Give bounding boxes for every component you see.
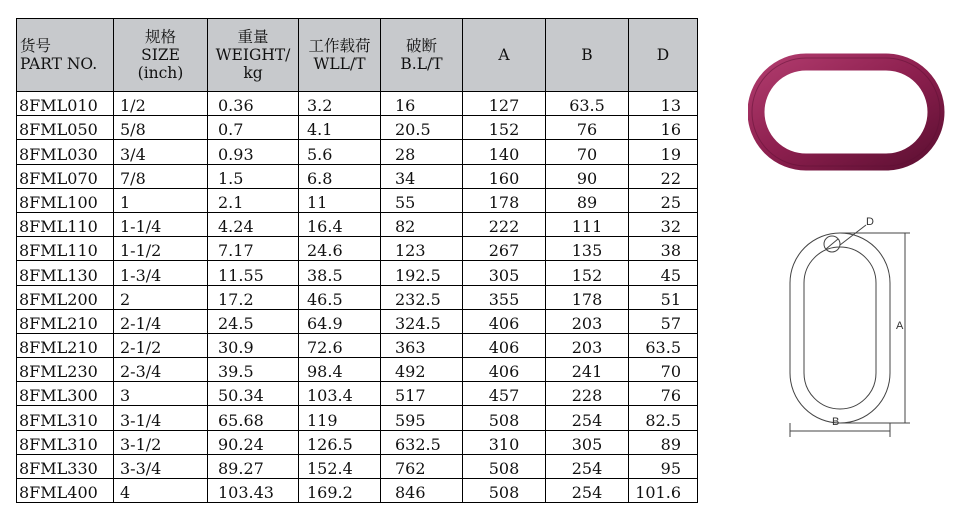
table-cell: 89 <box>629 430 698 454</box>
table-row <box>17 140 698 164</box>
column-header-line: A <box>498 46 510 64</box>
table-cell: 3-1/4 <box>114 406 208 430</box>
table-cell: 89.27 <box>208 454 299 478</box>
table-cell: 8FML300 <box>17 382 114 406</box>
table-row <box>17 479 698 503</box>
table-cell: 24.5 <box>208 309 299 333</box>
table-cell: 254 <box>546 406 629 430</box>
spec-table <box>16 18 698 503</box>
table-cell: 508 <box>463 479 546 503</box>
table-cell: 95 <box>629 454 698 478</box>
table-cell: 76 <box>629 382 698 406</box>
table-cell: 8FML110 <box>17 237 114 261</box>
column-header-line: 规格 <box>144 28 176 46</box>
table-cell: 72.6 <box>299 333 381 357</box>
table-cell: 508 <box>463 454 546 478</box>
column-header <box>114 19 208 92</box>
table-cell: 8FML200 <box>17 285 114 309</box>
table-cell: 50.34 <box>208 382 299 406</box>
table-cell: 3-1/2 <box>114 430 208 454</box>
table-cell: 152 <box>463 116 546 140</box>
table-cell: 127 <box>463 92 546 116</box>
table-cell: 39.5 <box>208 358 299 382</box>
table-cell: 8FML330 <box>17 454 114 478</box>
table-cell: 2-1/2 <box>114 333 208 357</box>
table-cell: 16.4 <box>299 212 381 236</box>
table-cell: 3.2 <box>299 92 381 116</box>
table-cell: 0.7 <box>208 116 299 140</box>
table-cell: 38 <box>629 237 698 261</box>
table-cell: 17.2 <box>208 285 299 309</box>
table-cell: 28 <box>381 140 463 164</box>
table-cell: 355 <box>463 285 546 309</box>
table-cell: 8FML310 <box>17 430 114 454</box>
table-cell: 595 <box>381 406 463 430</box>
table-cell: 126.5 <box>299 430 381 454</box>
table-cell: 3/4 <box>114 140 208 164</box>
table-cell: 846 <box>381 479 463 503</box>
table-body <box>17 92 698 503</box>
table-row <box>17 212 698 236</box>
master-link-drawing <box>770 205 930 445</box>
column-header-line: B <box>581 46 593 64</box>
table-cell: 98.4 <box>299 358 381 382</box>
table-cell: 111 <box>546 212 629 236</box>
column-header <box>381 19 463 92</box>
table-cell: 1.5 <box>208 164 299 188</box>
table-row <box>17 164 698 188</box>
table-cell: 492 <box>381 358 463 382</box>
label-b: B <box>832 416 840 428</box>
table-cell: 178 <box>463 188 546 212</box>
table-cell: 7.17 <box>208 237 299 261</box>
column-header <box>629 19 698 92</box>
table-cell: 76 <box>546 116 629 140</box>
table-cell: 20.5 <box>381 116 463 140</box>
table-cell: 57 <box>629 309 698 333</box>
table-cell: 103.43 <box>208 479 299 503</box>
table-cell: 55 <box>381 188 463 212</box>
table-cell: 2-1/4 <box>114 309 208 333</box>
table-cell: 363 <box>381 333 463 357</box>
table-cell: 8FML400 <box>17 479 114 503</box>
table-cell: 8FML050 <box>17 116 114 140</box>
table-cell: 64.9 <box>299 309 381 333</box>
table-row <box>17 309 698 333</box>
table-cell: 2.1 <box>208 188 299 212</box>
table-cell: 119 <box>299 406 381 430</box>
table-cell: 1 <box>114 188 208 212</box>
table-cell: 16 <box>629 116 698 140</box>
column-header <box>17 19 114 92</box>
table-cell: 8FML130 <box>17 261 114 285</box>
table-cell: 169.2 <box>299 479 381 503</box>
table-row <box>17 92 698 116</box>
table-row <box>17 237 698 261</box>
table-cell: 222 <box>463 212 546 236</box>
table-cell: 4.1 <box>299 116 381 140</box>
table-cell: 232.5 <box>381 285 463 309</box>
table-cell: 5.6 <box>299 140 381 164</box>
table-row <box>17 261 698 285</box>
table-row <box>17 188 698 212</box>
table-cell: 254 <box>546 479 629 503</box>
table-row <box>17 116 698 140</box>
column-header-line: 工作载荷 <box>308 37 371 55</box>
table-cell: 2-3/4 <box>114 358 208 382</box>
table-cell: 63.5 <box>546 92 629 116</box>
table-row <box>17 454 698 478</box>
table-cell: 82.5 <box>629 406 698 430</box>
table-cell: 8FML210 <box>17 333 114 357</box>
table-cell: 1-3/4 <box>114 261 208 285</box>
table-cell: 203 <box>546 309 629 333</box>
table-cell: 324.5 <box>381 309 463 333</box>
table-cell: 8FML110 <box>17 212 114 236</box>
header-row <box>17 19 698 92</box>
table-cell: 34 <box>381 164 463 188</box>
table-cell: 406 <box>463 309 546 333</box>
table-cell: 228 <box>546 382 629 406</box>
table-cell: 135 <box>546 237 629 261</box>
column-header-line: SIZE <box>141 46 180 64</box>
table-cell: 70 <box>546 140 629 164</box>
table-cell: 4 <box>114 479 208 503</box>
master-link-photo <box>748 52 948 172</box>
table-cell: 5/8 <box>114 116 208 140</box>
table-cell: 8FML030 <box>17 140 114 164</box>
table-cell: 152.4 <box>299 454 381 478</box>
column-header-line: D <box>656 46 670 64</box>
table-cell: 8FML070 <box>17 164 114 188</box>
column-header <box>299 19 381 92</box>
column-header-line: 货号 <box>20 37 52 55</box>
label-d: D <box>866 216 874 228</box>
table-cell: 65.68 <box>208 406 299 430</box>
column-header-line: (inch) <box>137 64 184 82</box>
table-cell: 90.24 <box>208 430 299 454</box>
table-row <box>17 430 698 454</box>
table-cell: 22 <box>629 164 698 188</box>
table-cell: 103.4 <box>299 382 381 406</box>
table-cell: 305 <box>546 430 629 454</box>
table-cell: 140 <box>463 140 546 164</box>
table-cell: 241 <box>546 358 629 382</box>
table-cell: 267 <box>463 237 546 261</box>
column-header-line: PART NO. <box>20 55 98 73</box>
column-header <box>208 19 299 92</box>
table-cell: 6.8 <box>299 164 381 188</box>
table-cell: 13 <box>629 92 698 116</box>
table-cell: 8FML010 <box>17 92 114 116</box>
column-header-line: 重量 <box>237 28 269 46</box>
table-cell: 203 <box>546 333 629 357</box>
table-cell: 632.5 <box>381 430 463 454</box>
table-cell: 38.5 <box>299 261 381 285</box>
table-cell: 762 <box>381 454 463 478</box>
table-header <box>17 19 698 92</box>
table-cell: 4.24 <box>208 212 299 236</box>
table-cell: 305 <box>463 261 546 285</box>
table-cell: 30.9 <box>208 333 299 357</box>
table-row <box>17 406 698 430</box>
column-header-line: WEIGHT/ <box>215 46 291 64</box>
table-cell: 192.5 <box>381 261 463 285</box>
table-cell: 46.5 <box>299 285 381 309</box>
table-cell: 90 <box>546 164 629 188</box>
table-cell: 8FML100 <box>17 188 114 212</box>
table-cell: 2 <box>114 285 208 309</box>
table-cell: 254 <box>546 454 629 478</box>
table-cell: 152 <box>546 261 629 285</box>
table-cell: 101.6 <box>629 479 698 503</box>
table-row <box>17 333 698 357</box>
column-header-line: 破断 <box>405 37 437 55</box>
table-cell: 160 <box>463 164 546 188</box>
table-row <box>17 358 698 382</box>
table-cell: 70 <box>629 358 698 382</box>
table-cell: 8FML230 <box>17 358 114 382</box>
table-cell: 51 <box>629 285 698 309</box>
table-cell: 11 <box>299 188 381 212</box>
table-cell: 8FML310 <box>17 406 114 430</box>
table-cell: 3 <box>114 382 208 406</box>
table-cell: 25 <box>629 188 698 212</box>
table-cell: 3-3/4 <box>114 454 208 478</box>
table-cell: 11.55 <box>208 261 299 285</box>
table-cell: 178 <box>546 285 629 309</box>
table-cell: 406 <box>463 333 546 357</box>
table-cell: 32 <box>629 212 698 236</box>
table-cell: 63.5 <box>629 333 698 357</box>
table-cell: 457 <box>463 382 546 406</box>
table-cell: 1-1/4 <box>114 212 208 236</box>
table-cell: 24.6 <box>299 237 381 261</box>
table-row <box>17 382 698 406</box>
table-cell: 123 <box>381 237 463 261</box>
column-header <box>463 19 546 92</box>
table-cell: 45 <box>629 261 698 285</box>
table-cell: 82 <box>381 212 463 236</box>
table-cell: 7/8 <box>114 164 208 188</box>
table-cell: 19 <box>629 140 698 164</box>
table-cell: 1-1/2 <box>114 237 208 261</box>
table-cell: 0.93 <box>208 140 299 164</box>
table-cell: 0.36 <box>208 92 299 116</box>
table-cell: 508 <box>463 406 546 430</box>
table-cell: 89 <box>546 188 629 212</box>
table-cell: 310 <box>463 430 546 454</box>
label-a: A <box>896 320 904 332</box>
table-cell: 1/2 <box>114 92 208 116</box>
table-cell: 517 <box>381 382 463 406</box>
column-header-line: kg <box>243 64 263 82</box>
column-header-line: B.L/T <box>400 55 443 73</box>
table-cell: 406 <box>463 358 546 382</box>
column-header-line: WLL/T <box>313 55 366 73</box>
table-row <box>17 285 698 309</box>
table-cell: 8FML210 <box>17 309 114 333</box>
column-header <box>546 19 629 92</box>
table-cell: 16 <box>381 92 463 116</box>
